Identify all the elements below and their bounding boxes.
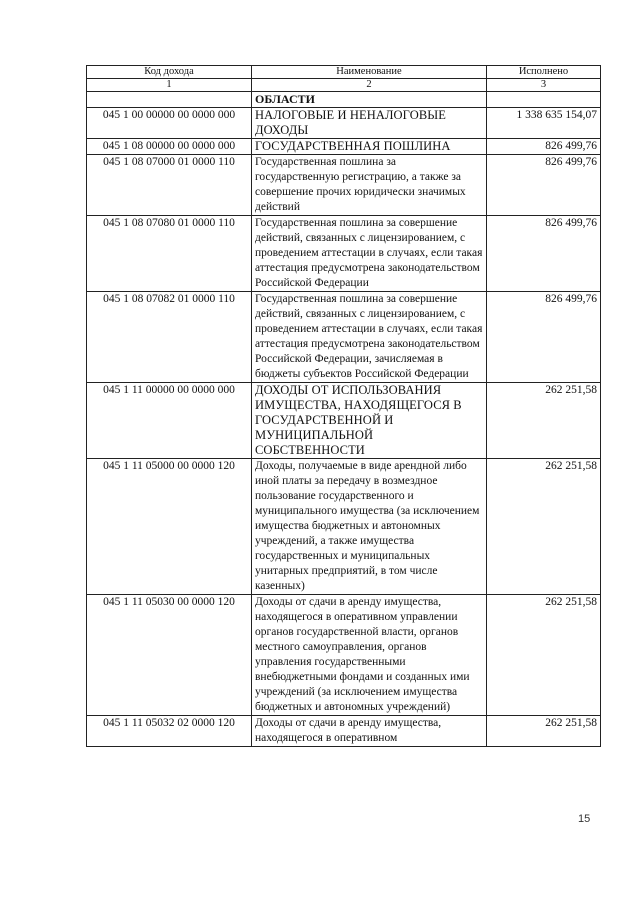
table-row [87, 216, 601, 292]
revenue-code: 045 1 00 00000 00 0000 000 [87, 108, 252, 139]
page-number: 15 [578, 813, 591, 825]
revenue-amount: 262 251,58 [487, 383, 601, 459]
revenue-name: Доходы от сдачи в аренду имущества, находящегося в оперативном [252, 716, 487, 747]
revenue-code: 045 1 11 00000 00 0000 000 [87, 383, 252, 459]
revenue-code: 045 1 11 05032 02 0000 120 [87, 716, 252, 747]
revenue-amount: 826 499,76 [487, 216, 601, 292]
header-code: Код дохода [87, 66, 252, 79]
revenue-name: Доходы от сдачи в аренду имущества, находящегося в оперативном управлении органов государственной власти, органов местного самоуправления, органов управления государственными внебюджетными фондами и созданных ими учреждений (за исключением имущества бюджетных и автономных учреждений) [252, 595, 487, 716]
table-row [87, 108, 601, 139]
revenue-amount: 262 251,58 [487, 716, 601, 747]
revenue-code: 045 1 11 05000 00 0000 120 [87, 459, 252, 595]
revenue-amount: 262 251,58 [487, 459, 601, 595]
table-row [87, 139, 601, 155]
revenue-amount: 826 499,76 [487, 139, 601, 155]
revenue-amount: 826 499,76 [487, 155, 601, 216]
table-row [87, 595, 601, 716]
table-row [87, 383, 601, 459]
header-name: Наименование [252, 66, 487, 79]
revenue-table [86, 65, 601, 747]
revenue-amount: 826 499,76 [487, 292, 601, 383]
table-row [87, 292, 601, 383]
revenue-code: 045 1 08 00000 00 0000 000 [87, 139, 252, 155]
section-title: ОБЛАСТИ [252, 92, 487, 108]
revenue-name: Доходы, получаемые в виде арендной либо иной платы за передачу в возмездное пользование государственного и муниципального имущества (за исключением имущества бюджетных и автономных учреждений, а также имущества государственных и муниципальных унитарных предприятий, в том числе казенных) [252, 459, 487, 595]
column-number-2: 2 [252, 79, 487, 92]
column-number-row [87, 79, 601, 92]
revenue-code: 045 1 08 07080 01 0000 110 [87, 216, 252, 292]
revenue-name: Государственная пошлина за совершение действий, связанных с лицензированием, с проведением аттестации в случаях, если такая аттестация предусмотрена законодательством Российской Федерации, зачисляемая в бюджеты субъектов Российской Федерации [252, 292, 487, 383]
revenue-code: 045 1 11 05030 00 0000 120 [87, 595, 252, 716]
revenue-name: Государственная пошлина за государственную регистрацию, а также за совершение прочих юридически значимых действий [252, 155, 487, 216]
section-amount-cell [487, 92, 601, 108]
section-row [87, 92, 601, 108]
table-row [87, 155, 601, 216]
revenue-code: 045 1 08 07000 01 0000 110 [87, 155, 252, 216]
header-executed: Исполнено [487, 66, 601, 79]
revenue-name: НАЛОГОВЫЕ И НЕНАЛОГОВЫЕ ДОХОДЫ [252, 108, 487, 139]
revenue-code: 045 1 08 07082 01 0000 110 [87, 292, 252, 383]
table-row [87, 716, 601, 747]
section-code-cell [87, 92, 252, 108]
table-row [87, 459, 601, 595]
revenue-name: ДОХОДЫ ОТ ИСПОЛЬЗОВАНИЯ ИМУЩЕСТВА, НАХОДЯЩЕГОСЯ В ГОСУДАРСТВЕННОЙ И МУНИЦИПАЛЬНОЙ СОБСТВЕННОСТИ [252, 383, 487, 459]
revenue-name: Государственная пошлина за совершение действий, связанных с лицензированием, с проведением аттестации в случаях, если такая аттестация предусмотрена законодательством Российской Федерации [252, 216, 487, 292]
column-number-3: 3 [487, 79, 601, 92]
revenue-amount: 262 251,58 [487, 595, 601, 716]
revenue-amount: 1 338 635 154,07 [487, 108, 601, 139]
column-number-1: 1 [87, 79, 252, 92]
revenue-name: ГОСУДАРСТВЕННАЯ ПОШЛИНА [252, 139, 487, 155]
table-header-row [87, 66, 601, 79]
